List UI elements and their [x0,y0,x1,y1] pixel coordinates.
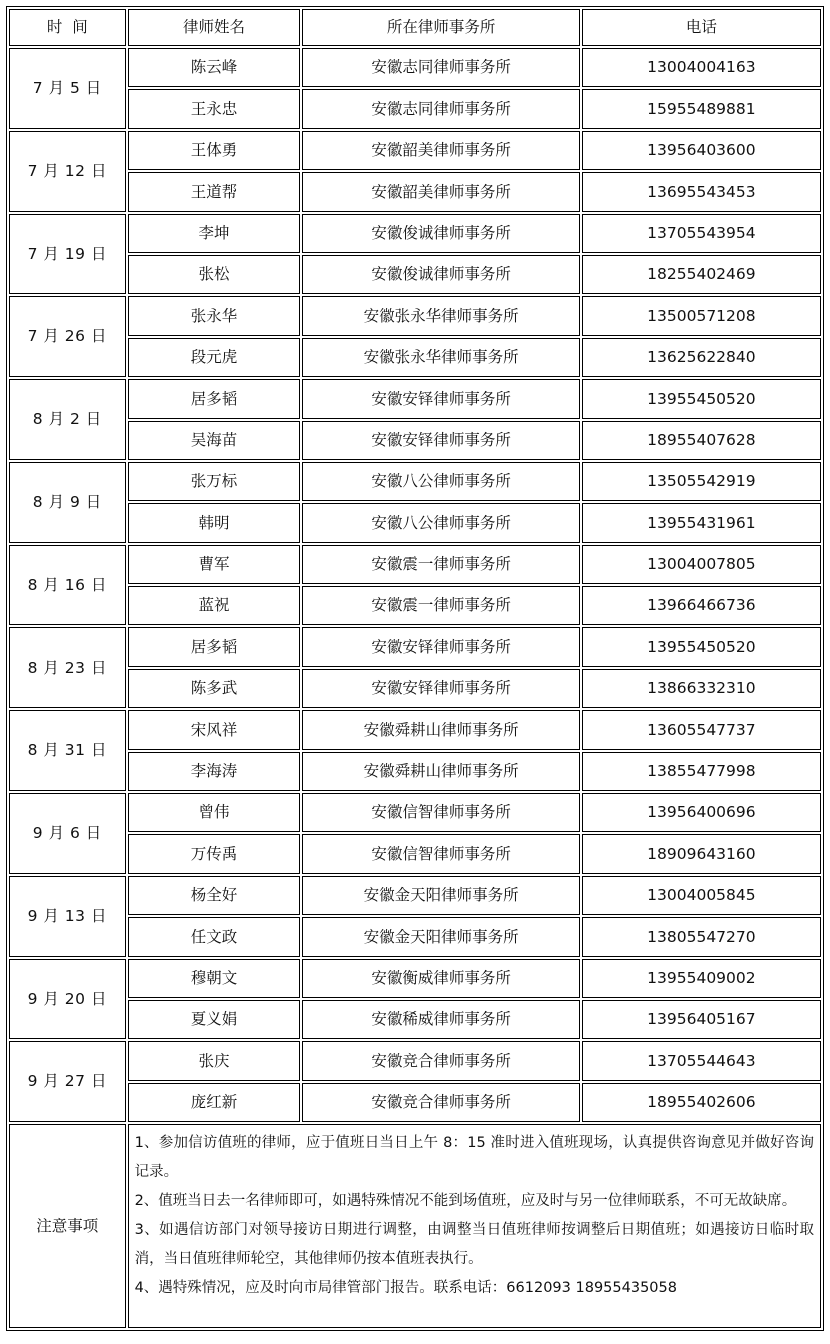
duty-date: 7 月 19 日 [9,214,126,295]
header-law-firm: 所在律师事务所 [302,9,579,46]
phone-number: 13605547737 [582,710,821,749]
lawyer-name: 张万标 [128,462,301,501]
table-row [9,959,821,998]
duty-date: 9 月 6 日 [9,793,126,874]
table-row [9,545,821,584]
lawyer-name: 陈云峰 [128,48,301,87]
lawyer-name: 吴海苗 [128,421,301,460]
phone-number: 13966466736 [582,586,821,625]
law-firm: 安徽张永华律师事务所 [302,338,579,377]
table-row [9,752,821,791]
lawyer-name: 王体勇 [128,131,301,170]
law-firm: 安徽志同律师事务所 [302,48,579,87]
duty-date: 7 月 26 日 [9,296,126,377]
law-firm: 安徽韶美律师事务所 [302,172,579,211]
phone-number: 13705543954 [582,214,821,253]
notes-section [9,1124,821,1328]
lawyer-name: 任文政 [128,917,301,956]
lawyer-name: 陈多武 [128,669,301,708]
phone-number: 13505542919 [582,462,821,501]
law-firm: 安徽震一律师事务所 [302,586,579,625]
law-firm: 安徽信智律师事务所 [302,793,579,832]
note-item-1: 1、参加信访值班的律师，应于值班日当日上午 8：15 准时进入值班现场，认真提供咨询意见并做好咨询记录。 [134,1135,814,1181]
header-date: 时 间 [9,9,126,46]
lawyer-name: 杨全好 [128,876,301,915]
lawyer-name: 王永忠 [128,89,301,128]
lawyer-name: 李海涛 [128,752,301,791]
table-row [9,669,821,708]
law-firm: 安徽竞合律师事务所 [302,1041,579,1080]
table-row [9,1000,821,1039]
header-row [9,9,821,46]
lawyer-name: 蓝祝 [128,586,301,625]
notes-row [9,1124,821,1328]
lawyer-name: 曾伟 [128,793,301,832]
table-row [9,214,821,253]
duty-date: 7 月 12 日 [9,131,126,212]
law-firm: 安徽韶美律师事务所 [302,131,579,170]
table-row [9,586,821,625]
schedule-body [9,48,821,1122]
phone-number: 18955407628 [582,421,821,460]
header-phone: 电话 [582,9,821,46]
phone-number: 13956403600 [582,131,821,170]
phone-number: 13004004163 [582,48,821,87]
law-firm: 安徽张永华律师事务所 [302,296,579,335]
law-firm: 安徽安铎律师事务所 [302,627,579,666]
phone-number: 13955450520 [582,379,821,418]
lawyer-name: 段元虎 [128,338,301,377]
table-row [9,1041,821,1080]
lawyer-name: 张永华 [128,296,301,335]
phone-number: 13695543453 [582,172,821,211]
notes-label: 注意事项 [9,1124,126,1328]
table-row [9,917,821,956]
note-item-2: 2、值班当日去一名律师即可，如遇特殊情况不能到场值班，应及时与另一位律师联系，不可无故缺席。 [134,1193,797,1210]
lawyer-name: 万传禹 [128,834,301,873]
duty-date: 8 月 9 日 [9,462,126,543]
lawyer-name: 夏义娟 [128,1000,301,1039]
law-firm: 安徽俊诚律师事务所 [302,214,579,253]
lawyer-name: 王道帮 [128,172,301,211]
phone-number: 13955409002 [582,959,821,998]
table-row [9,710,821,749]
duty-date: 9 月 20 日 [9,959,126,1040]
law-firm: 安徽信智律师事务所 [302,834,579,873]
law-firm: 安徽八公律师事务所 [302,462,579,501]
phone-number: 13625622840 [582,338,821,377]
phone-number: 13955431961 [582,503,821,542]
phone-number: 13956405167 [582,1000,821,1039]
lawyer-duty-table [6,6,824,1331]
table-row [9,255,821,294]
table-header [9,9,821,46]
phone-number: 18255402469 [582,255,821,294]
law-firm: 安徽金天阳律师事务所 [302,876,579,915]
duty-date: 8 月 23 日 [9,627,126,708]
phone-number: 13855477998 [582,752,821,791]
law-firm: 安徽八公律师事务所 [302,503,579,542]
table-row [9,1083,821,1122]
phone-number: 13956400696 [582,793,821,832]
law-firm: 安徽舜耕山律师事务所 [302,710,579,749]
table-row [9,296,821,335]
table-row [9,503,821,542]
header-lawyer-name: 律师姓名 [128,9,301,46]
lawyer-name: 张松 [128,255,301,294]
table-row [9,876,821,915]
lawyer-name: 穆朝文 [128,959,301,998]
phone-number: 18955402606 [582,1083,821,1122]
duty-date: 8 月 31 日 [9,710,126,791]
lawyer-name: 居多韬 [128,627,301,666]
phone-number: 13500571208 [582,296,821,335]
note-item-3: 3、如遇信访部门对领导接访日期进行调整，由调整当日值班律师按调整后日期值班；如遇接访日临时取消，当日值班律师轮空，其他律师仍按本值班表执行。 [134,1222,814,1268]
lawyer-name: 宋风祥 [128,710,301,749]
table-row [9,793,821,832]
table-row [9,627,821,666]
duty-date: 8 月 2 日 [9,379,126,460]
table-row [9,89,821,128]
duty-schedule-sheet [6,6,824,1331]
duty-date: 9 月 27 日 [9,1041,126,1122]
law-firm: 安徽志同律师事务所 [302,89,579,128]
law-firm: 安徽衡威律师事务所 [302,959,579,998]
phone-number: 18909643160 [582,834,821,873]
phone-number: 15955489881 [582,89,821,128]
lawyer-name: 庞红新 [128,1083,301,1122]
law-firm: 安徽舜耕山律师事务所 [302,752,579,791]
lawyer-name: 张庆 [128,1041,301,1080]
phone-number: 13955450520 [582,627,821,666]
phone-number: 13705544643 [582,1041,821,1080]
phone-number: 13866332310 [582,669,821,708]
lawyer-name: 居多韬 [128,379,301,418]
law-firm: 安徽震一律师事务所 [302,545,579,584]
table-row [9,834,821,873]
law-firm: 安徽安铎律师事务所 [302,669,579,708]
phone-number: 13004007805 [582,545,821,584]
table-row [9,379,821,418]
duty-date: 7 月 5 日 [9,48,126,129]
law-firm: 安徽稀威律师事务所 [302,1000,579,1039]
lawyer-name: 韩明 [128,503,301,542]
lawyer-name: 曹军 [128,545,301,584]
table-row [9,338,821,377]
law-firm: 安徽安铎律师事务所 [302,379,579,418]
table-row [9,462,821,501]
notes-content [128,1124,821,1328]
table-row [9,131,821,170]
phone-number: 13805547270 [582,917,821,956]
law-firm: 安徽金天阳律师事务所 [302,917,579,956]
law-firm: 安徽安铎律师事务所 [302,421,579,460]
note-item-4: 4、遇特殊情况，应及时向市局律管部门报告。联系电话：6612093 18955435058 [134,1280,677,1297]
law-firm: 安徽竞合律师事务所 [302,1083,579,1122]
table-row [9,421,821,460]
table-row [9,48,821,87]
table-row [9,172,821,211]
lawyer-name: 李坤 [128,214,301,253]
law-firm: 安徽俊诚律师事务所 [302,255,579,294]
phone-number: 13004005845 [582,876,821,915]
duty-date: 8 月 16 日 [9,545,126,626]
duty-date: 9 月 13 日 [9,876,126,957]
